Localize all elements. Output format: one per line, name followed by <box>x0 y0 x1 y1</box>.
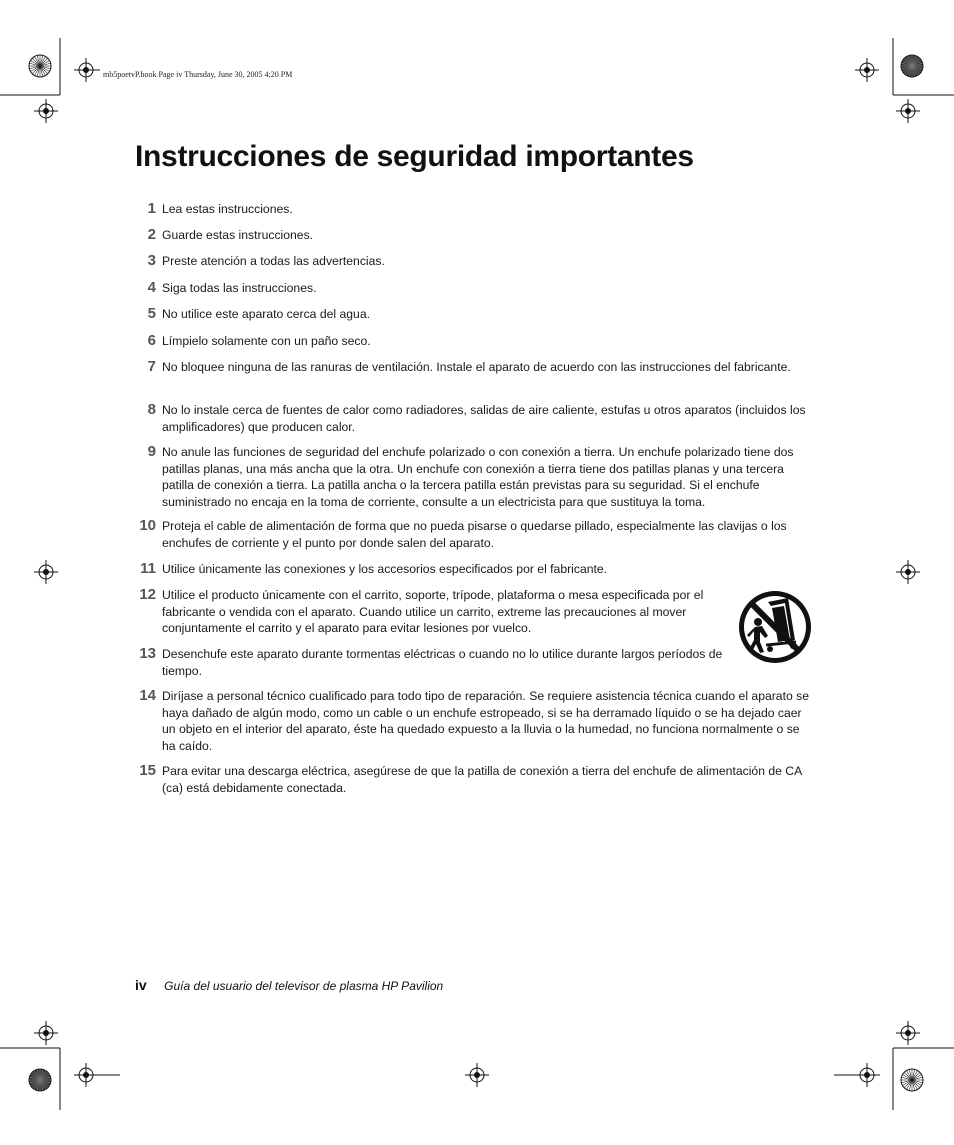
item-number: 14 <box>139 687 156 704</box>
guide-title: Guía del usuario del televisor de plasma HP Pavilion <box>164 979 444 993</box>
registration-rosette <box>29 55 51 77</box>
registration-crosshair <box>896 1021 920 1045</box>
item-text: Preste atención a todas las advertencias. <box>162 254 385 268</box>
registration-rosette <box>901 55 923 77</box>
registration-crosshair <box>855 1063 879 1087</box>
registration-rosette <box>29 1069 51 1091</box>
item-text: No utilice este aparato cerca del agua. <box>162 307 370 321</box>
item-number: 13 <box>139 645 156 662</box>
registration-crosshair <box>896 99 920 123</box>
item-number: 4 <box>147 279 156 296</box>
item-text: Siga todas las instrucciones. <box>162 281 317 295</box>
cart-tip-over-warning-icon <box>738 590 812 664</box>
registration-crosshair <box>855 58 879 82</box>
item-number: 7 <box>147 358 156 375</box>
item-number: 3 <box>147 252 156 269</box>
item-number: 5 <box>147 305 156 322</box>
registration-crosshair <box>465 1063 489 1087</box>
item-number: 12 <box>139 586 156 603</box>
print-stamp: mb5poetvP.book Page iv Thursday, June 30, 2005 4:20 PM <box>103 70 293 79</box>
item-text: No bloquee ninguna de las ranuras de ventilación. Instale el aparato de acuerdo con las instrucciones del fabricante. <box>162 360 791 374</box>
registration-crosshair <box>74 58 98 82</box>
item-text: Proteja el cable de alimentación de forma que no pueda pisarse o quedarse pillado, especialmente las clavijas o los enchufes de corriente y el punto por donde salen del aparato. <box>162 519 787 550</box>
item-text: Utilice el producto únicamente con el carrito, soporte, trípode, plataforma o mesa especificada por el fabricante o vendida con el aparato. Cuando utilice un carrito, extreme las precauciones al mover conjuntamente el carrito y el aparato para evitar lesiones por vuelco. <box>162 588 704 635</box>
item-text: Para evitar una descarga eléctrica, asegúrese de que la patilla de conexión a tierra del enchufe de alimentación de CA (ca) está debidamente conectada. <box>162 764 802 795</box>
item-text: No lo instale cerca de fuentes de calor como radiadores, salidas de aire caliente, estufas u otros aparatos (incluidos los amplificadores) que producen calor. <box>162 403 806 434</box>
item-text: Guarde estas instrucciones. <box>162 228 314 242</box>
page-number: iv <box>135 977 147 993</box>
item-text: Límpielo solamente con un paño seco. <box>162 334 371 348</box>
item-text: Lea estas instrucciones. <box>162 202 293 216</box>
item-number: 6 <box>147 332 156 349</box>
registration-crosshair <box>34 560 58 584</box>
item-number: 11 <box>140 560 156 577</box>
item-number: 9 <box>147 443 156 460</box>
item-number: 15 <box>139 762 156 779</box>
item-text: Desenchufe este aparato durante tormentas eléctricas o cuando no lo utilice durante largos períodos de tiempo. <box>162 647 723 678</box>
item-number: 2 <box>147 226 156 243</box>
page-title: Instrucciones de seguridad importantes <box>135 140 694 173</box>
item-number: 1 <box>147 200 156 217</box>
item-text: Utilice únicamente las conexiones y los accesorios especificados por el fabricante. <box>162 562 608 576</box>
registration-crosshair <box>896 560 920 584</box>
registration-rosette <box>901 1069 923 1091</box>
item-number: 10 <box>139 517 156 534</box>
registration-crosshair <box>34 99 58 123</box>
registration-crosshair <box>74 1063 98 1087</box>
registration-crosshair <box>34 1021 58 1045</box>
item-number: 8 <box>147 401 156 418</box>
item-text: Diríjase a personal técnico cualificado para todo tipo de reparación. Se requiere asistencia técnica cuando el aparato se haya dañado de algún modo, como un cable o un enchufe estropeado, si se ha derramado líquido o se ha dejado caer un objeto en el interior del aparato, éste ha quedado expuesto a la lluvia o la humedad, no funciona normalmente o se ha caído. <box>162 689 810 753</box>
item-text: No anule las funciones de seguridad del enchufe polarizado o con conexión a tierra. Un enchufe polarizado tiene dos patillas planas, una más ancha que la otra. Un enchufe con conexión a tierra tiene dos patillas planas y una tercera patilla de conexión a tierra. La patilla ancha o la tercera patilla están previstas para su seguridad. Si el enchufe suministrado no encaja en la toma de corriente, consulte a un electricista para que sustituya la toma. <box>162 445 794 509</box>
page-footer <box>135 977 443 993</box>
